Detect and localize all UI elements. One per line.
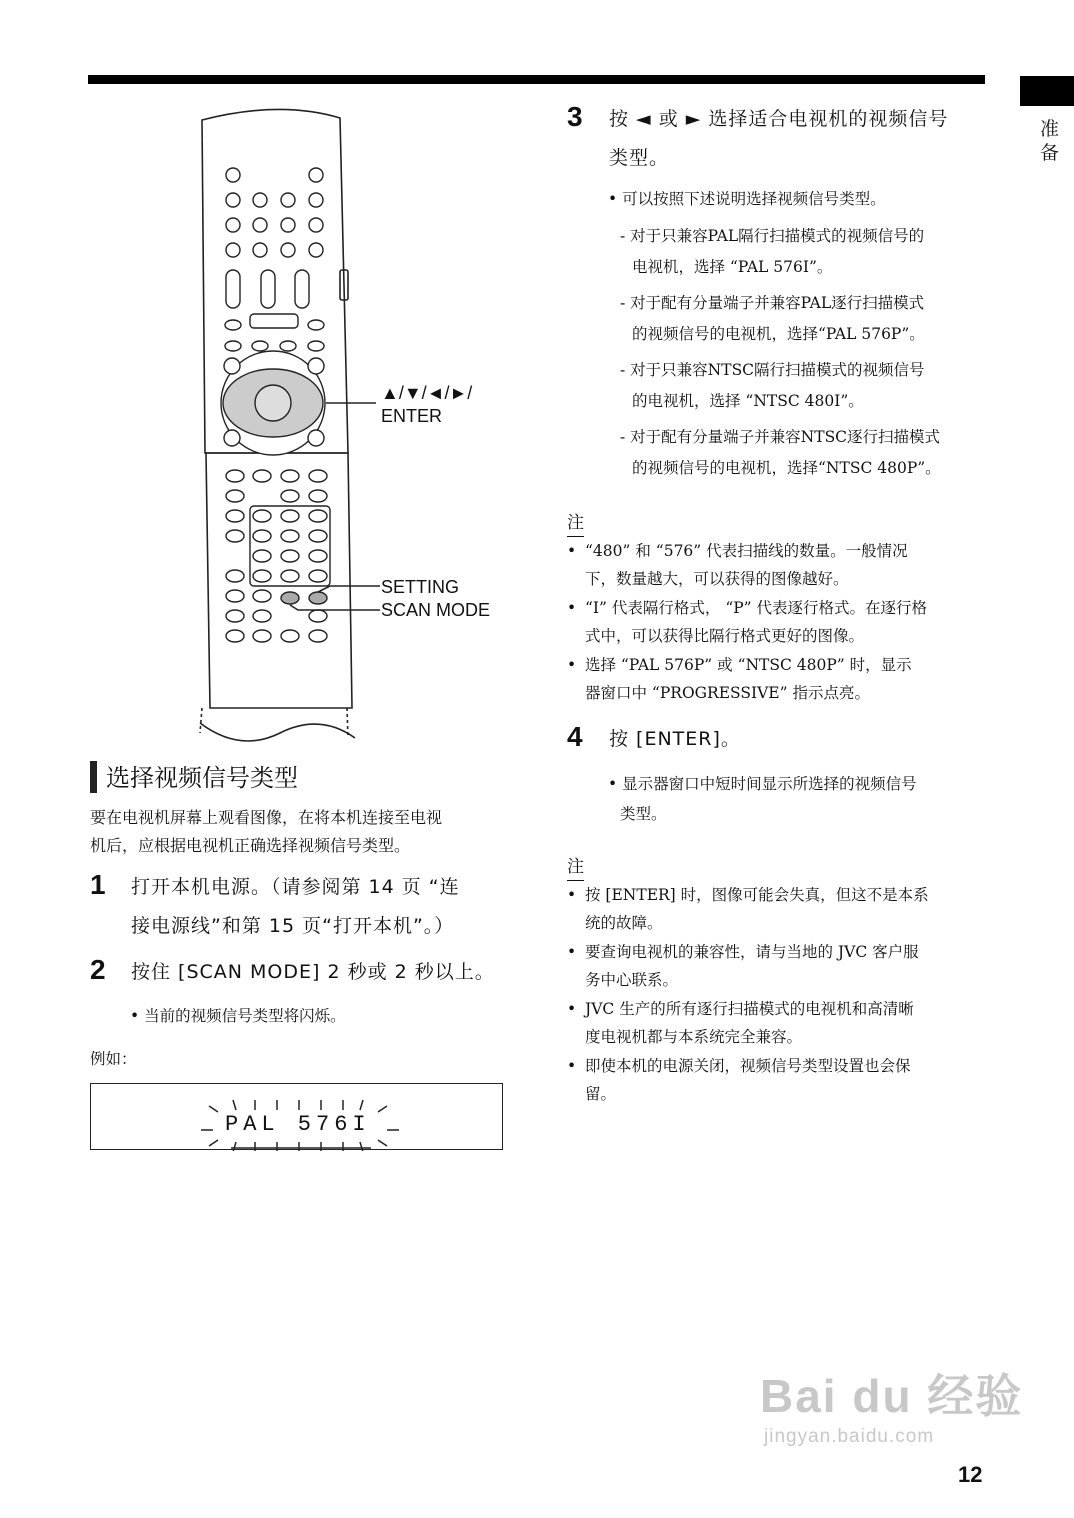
step-4-line-1: 按 [ENTER]。 — [609, 728, 741, 750]
example-label: 例如： — [90, 1050, 137, 1068]
option-pal-576p-line-1: - 对于配有分量端子并兼容PAL逐行扫描模式 — [620, 294, 925, 312]
option-ntsc-480i-line-2: 的电视机，选择 “NTSC 480I”。 — [632, 392, 864, 410]
step-2-bullet: • 当前的视频信号类型将闪烁。 — [130, 1007, 346, 1025]
option-ntsc-480p-line-2: 的视频信号的电视机，选择“NTSC 480P”。 — [632, 459, 941, 477]
note-1-item: • “I” 代表隔行格式， “P” 代表逐行格式。在逐行格 式中，可以获得比隔行格式更好的图像。 — [567, 594, 987, 650]
option-ntsc-480p-line-1: - 对于配有分量端子并兼容NTSC逐行扫描模式 — [620, 428, 941, 446]
note-2-item: • 要查询电视机的兼容性，请与当地的 JVC 客户服 务中心联系。 — [567, 938, 987, 994]
note-2-item: • 即使本机的电源关闭，视频信号类型设置也会保 留。 — [567, 1052, 987, 1108]
option-ntsc-480i-line-1: - 对于只兼容NTSC隔行扫描模式的视频信号 — [620, 361, 925, 379]
intro-line-2: 机后，应根据电视机正确选择视频信号类型。 — [90, 836, 411, 855]
chapter-label-1: 准 — [1040, 118, 1060, 140]
intro-line-1: 要在电视机屏幕上观看图像，在将本机连接至电视 — [90, 808, 443, 827]
step-3-bullet: • 可以按照下述说明选择视频信号类型。 — [608, 190, 886, 208]
step-1-line-1: 打开本机电源。（请参阅第 14 页 “连 — [131, 876, 460, 898]
option-pal-576i-line-1: - 对于只兼容PAL隔行扫描模式的视频信号的 — [620, 227, 925, 245]
page-number: 12 — [958, 1462, 983, 1487]
note-2-item: • 按 [ENTER] 时，图像可能会失真，但这不是本系 统的故障。 — [567, 881, 987, 937]
note-1-item: • “480” 和 “576” 代表扫描线的数量。一般情况 下，数量越大，可以获得的图像越好。 — [567, 537, 987, 593]
baidu-watermark — [760, 1360, 1023, 1448]
step-2-number: 2 — [90, 954, 106, 985]
callout-setting: SETTING — [381, 577, 460, 597]
step-4-bullet-line-2: 类型。 — [620, 805, 667, 823]
note-1-item: • 选择 “PAL 576P” 或 “NTSC 480P” 时，显示 器窗口中 “PROGRESSIVE” 指示点亮。 — [567, 651, 987, 707]
step-4-number: 4 — [567, 721, 583, 752]
note-2-label: 注 — [567, 856, 584, 881]
chapter-tab — [1020, 76, 1074, 106]
section-title: 选择视频信号类型 — [106, 764, 298, 792]
step-1-line-2: 接电源线”和第 15 页“打开本机”。） — [131, 915, 455, 937]
section-marker — [90, 761, 97, 793]
step-3-number: 3 — [567, 101, 583, 132]
note-2-list — [567, 881, 987, 1109]
option-pal-576i-line-2: 电视机，选择 “PAL 576I”。 — [632, 258, 833, 276]
callout-arrow-keys: ▲/▼/◄/►/ — [381, 383, 473, 403]
option-pal-576p-line-2: 的视频信号的电视机，选择“PAL 576P”。 — [632, 325, 925, 343]
note-2-item: • JVC 生产的所有逐行扫描模式的电视机和高清晰 度电视机都与本系统完全兼容。 — [567, 995, 987, 1051]
note-1-label: 注 — [567, 512, 584, 537]
step-4-bullet-line-1: • 显示器窗口中短时间显示所选择的视频信号 — [608, 775, 917, 793]
step-3-line-2: 类型。 — [609, 147, 670, 169]
watermark-logo: Bai du 经验 — [760, 1370, 1024, 1422]
callout-scan-mode: SCAN MODE — [381, 600, 491, 620]
callout-enter: ENTER — [381, 406, 443, 426]
step-1-number: 1 — [90, 869, 106, 900]
remote-control-illustration — [180, 108, 510, 758]
top-rule — [88, 75, 985, 84]
step-3-line-1: 按 ◄ 或 ► 选择适合电视机的视频信号 — [609, 108, 949, 130]
display-readout: PAL 576I — [225, 1112, 371, 1137]
note-1-list — [567, 537, 987, 708]
step-2-line-1: 按住 [SCAN MODE] 2 秒或 2 秒以上。 — [131, 961, 495, 983]
chapter-label-2: 备 — [1040, 142, 1060, 164]
watermark-url: jingyan.baidu.com — [764, 1426, 935, 1447]
